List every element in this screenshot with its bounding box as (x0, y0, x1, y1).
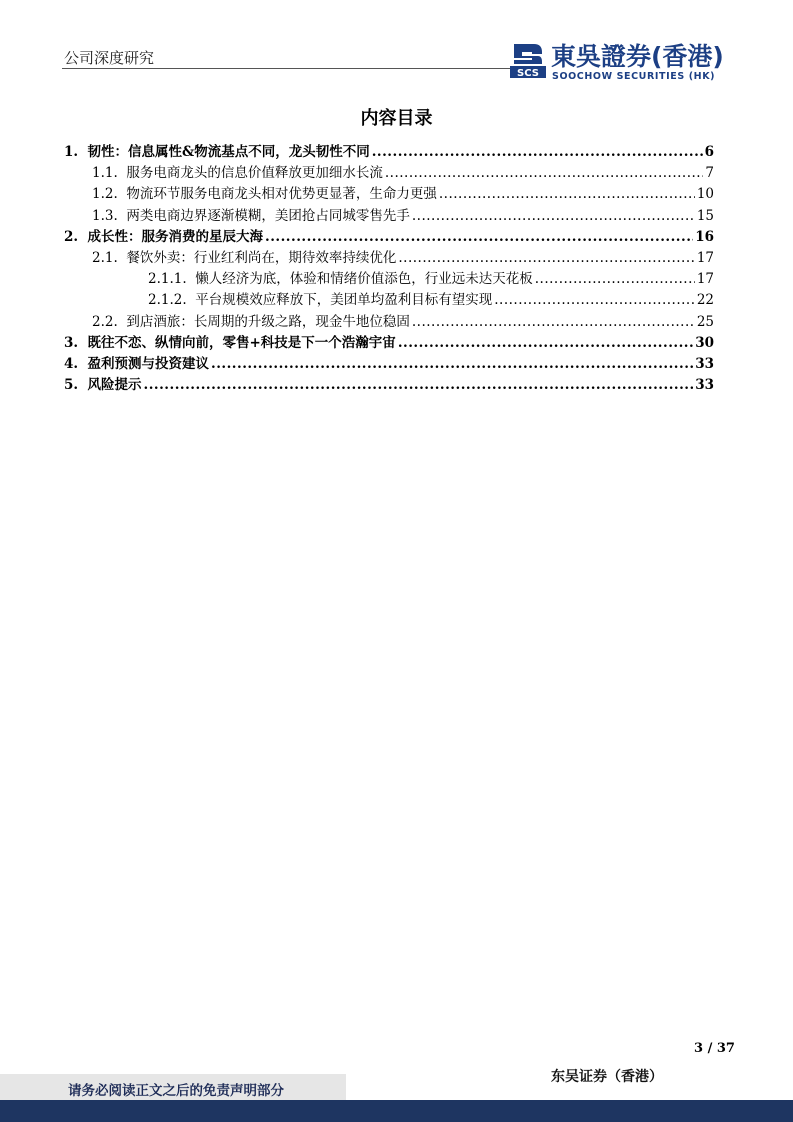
toc-entry-number: 2.2. (92, 313, 118, 330)
toc-leader-dots (412, 208, 695, 224)
toc-leader-dots (412, 314, 695, 330)
toc-entry-page: 25 (696, 313, 714, 330)
toc-entry[interactable] (62, 267, 714, 288)
toc-entry[interactable] (62, 310, 714, 331)
toc-leader-dots (385, 165, 704, 181)
toc-entry-title: 平台规模效应释放下，美团单均盈利目标有望实现 (195, 292, 493, 309)
table-of-contents (62, 140, 714, 394)
toc-entry-page: 33 (695, 377, 714, 394)
toc-leader-dots (265, 229, 693, 245)
toc-entry-title: 服务电商龙头的信息价值释放更加细水长流 (126, 165, 383, 182)
toc-entry-page: 7 (705, 165, 714, 182)
toc-entry-number: 1.3. (92, 207, 118, 224)
toc-entry-title: 物流环节服务电商龙头相对优势更显著，生命力更强 (126, 186, 437, 203)
toc-entry-number: 1.2. (92, 186, 118, 203)
footer-bar (0, 1100, 793, 1122)
toc-entry-title: 风险提示 (87, 377, 142, 394)
toc-entry-page: 33 (695, 355, 714, 372)
company-logo (508, 40, 732, 84)
toc-entry-page: 6 (704, 144, 714, 160)
toc-entry[interactable] (62, 352, 714, 373)
toc-entry-number: 1. (64, 144, 79, 160)
toc-entry-page: 16 (695, 228, 714, 245)
footer-company-name: 东吴证券（香港） (551, 1069, 663, 1085)
header-rule (62, 68, 514, 69)
toc-entry[interactable] (62, 246, 714, 267)
toc-entry-page: 17 (696, 249, 714, 266)
toc-leader-dots (398, 335, 693, 351)
toc-entry-title: 既往不恋、纵情向前，零售+科技是下一个浩瀚宇宙 (87, 334, 396, 351)
footer-disclaimer: 请务必阅读正文之后的免责声明部分 (68, 1083, 284, 1099)
logo-chinese-name: 東吳證券(香港) (551, 42, 724, 71)
toc-entry-number: 2.1. (92, 249, 118, 266)
toc-entry-number: 3. (64, 334, 79, 351)
toc-leader-dots (535, 271, 695, 287)
toc-entry-page: 30 (695, 334, 714, 351)
toc-leader-dots (494, 292, 695, 308)
toc-entry[interactable] (62, 161, 714, 182)
toc-entry-page: 17 (696, 271, 714, 288)
toc-entry-title: 到店酒旅：长周期的升级之路，现金牛地位稳固 (126, 313, 410, 330)
toc-leader-dots (144, 377, 694, 393)
scs-logo-icon (508, 40, 548, 80)
toc-leader-dots (211, 356, 693, 372)
toc-entry[interactable] (62, 331, 714, 352)
toc-entry-number: 2. (64, 228, 79, 245)
toc-entry-number: 5. (64, 377, 79, 394)
toc-entry-number: 2.1.1. (148, 271, 187, 288)
toc-entry-title: 成长性：服务消费的星辰大海 (87, 228, 263, 245)
toc-entry[interactable] (62, 373, 714, 394)
toc-title: 内容目录 (360, 108, 433, 129)
toc-entry-number: 2.1.2. (148, 292, 187, 309)
toc-entry-title: 两类电商边界逐渐模糊，美团抢占同城零售先手 (126, 207, 410, 224)
toc-entry-page: 10 (696, 186, 714, 203)
toc-entry-page: 22 (696, 292, 714, 309)
toc-entry[interactable] (62, 182, 714, 203)
toc-entry-page: 15 (696, 207, 714, 224)
toc-leader-dots (398, 250, 694, 266)
toc-entry-title: 餐饮外卖：行业红利尚在，期待效率持续优化 (126, 249, 397, 266)
toc-entry-title: 懒人经济为底，体验和情绪价值添色，行业远未达天花板 (195, 271, 533, 288)
report-type-label: 公司深度研究 (64, 49, 155, 67)
logo-english-name: SOOCHOW SECURITIES (HK) (552, 71, 716, 82)
toc-leader-dots (439, 186, 695, 202)
toc-leader-dots (372, 144, 703, 160)
toc-entry-number: 1.1. (92, 165, 118, 182)
logo-mark-text: SCS (517, 68, 539, 79)
toc-entry[interactable] (62, 225, 714, 246)
toc-entry-title: 盈利预测与投资建议 (87, 355, 209, 372)
toc-entry[interactable] (62, 140, 714, 161)
toc-entry[interactable] (62, 204, 714, 225)
toc-entry[interactable] (62, 288, 714, 309)
toc-entry-number: 4. (64, 355, 79, 372)
toc-entry-title: 韧性：信息属性&物流基点不同，龙头韧性不同 (87, 144, 370, 160)
page-indicator: 3 / 37 (694, 1041, 735, 1056)
